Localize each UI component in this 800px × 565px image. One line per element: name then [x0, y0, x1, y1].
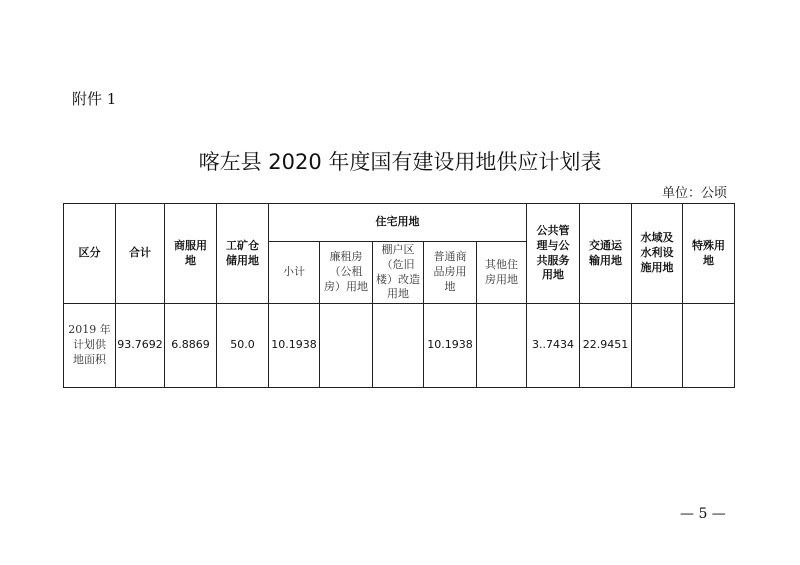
cell-commercial: 6.8869	[165, 304, 217, 388]
row-label: 2019 年 计划供 地面积	[64, 304, 116, 388]
attachment-label: 附件 1	[72, 90, 117, 108]
cell-ordinary-housing: 10.1938	[424, 304, 477, 388]
cell-public-service: 3..7434	[527, 304, 580, 388]
header-water: 水域及 水利设 施用地	[632, 204, 683, 304]
header-ordinary-housing: 普通商 品房用 地	[424, 242, 477, 304]
cell-industrial: 50.0	[217, 304, 269, 388]
cell-other-housing	[477, 304, 527, 388]
header-special: 特殊用 地	[683, 204, 735, 304]
land-supply-table	[63, 203, 735, 388]
cell-low-rent	[320, 304, 373, 388]
header-industrial: 工矿仓 储用地	[217, 204, 269, 304]
header-public-service: 公共管 理与公 共服务 用地	[527, 204, 580, 304]
header-shantytown: 棚户区 （危旧 楼）改造 用地	[373, 242, 424, 304]
header-district: 区分	[64, 204, 116, 304]
cell-transport: 22.9451	[580, 304, 632, 388]
cell-subtotal: 10.1938	[269, 304, 320, 388]
unit-label: 单位：公顷	[662, 186, 728, 201]
cell-total: 93.7692	[116, 304, 165, 388]
cell-shantytown	[373, 304, 424, 388]
header-commercial: 商服用 地	[165, 204, 217, 304]
header-total: 合计	[116, 204, 165, 304]
cell-special	[683, 304, 735, 388]
page-title: 喀左县 2020 年度国有建设用地供应计划表	[198, 150, 602, 174]
header-transport: 交通运 输用地	[580, 204, 632, 304]
header-other-housing: 其他住 房用地	[477, 242, 527, 304]
cell-water	[632, 304, 683, 388]
header-residential: 住宅用地	[269, 204, 527, 242]
header-low-rent: 廉租房 （公租 房）用地	[320, 242, 373, 304]
page-number: — 5 —	[680, 506, 726, 522]
header-subtotal: 小计	[269, 242, 320, 304]
